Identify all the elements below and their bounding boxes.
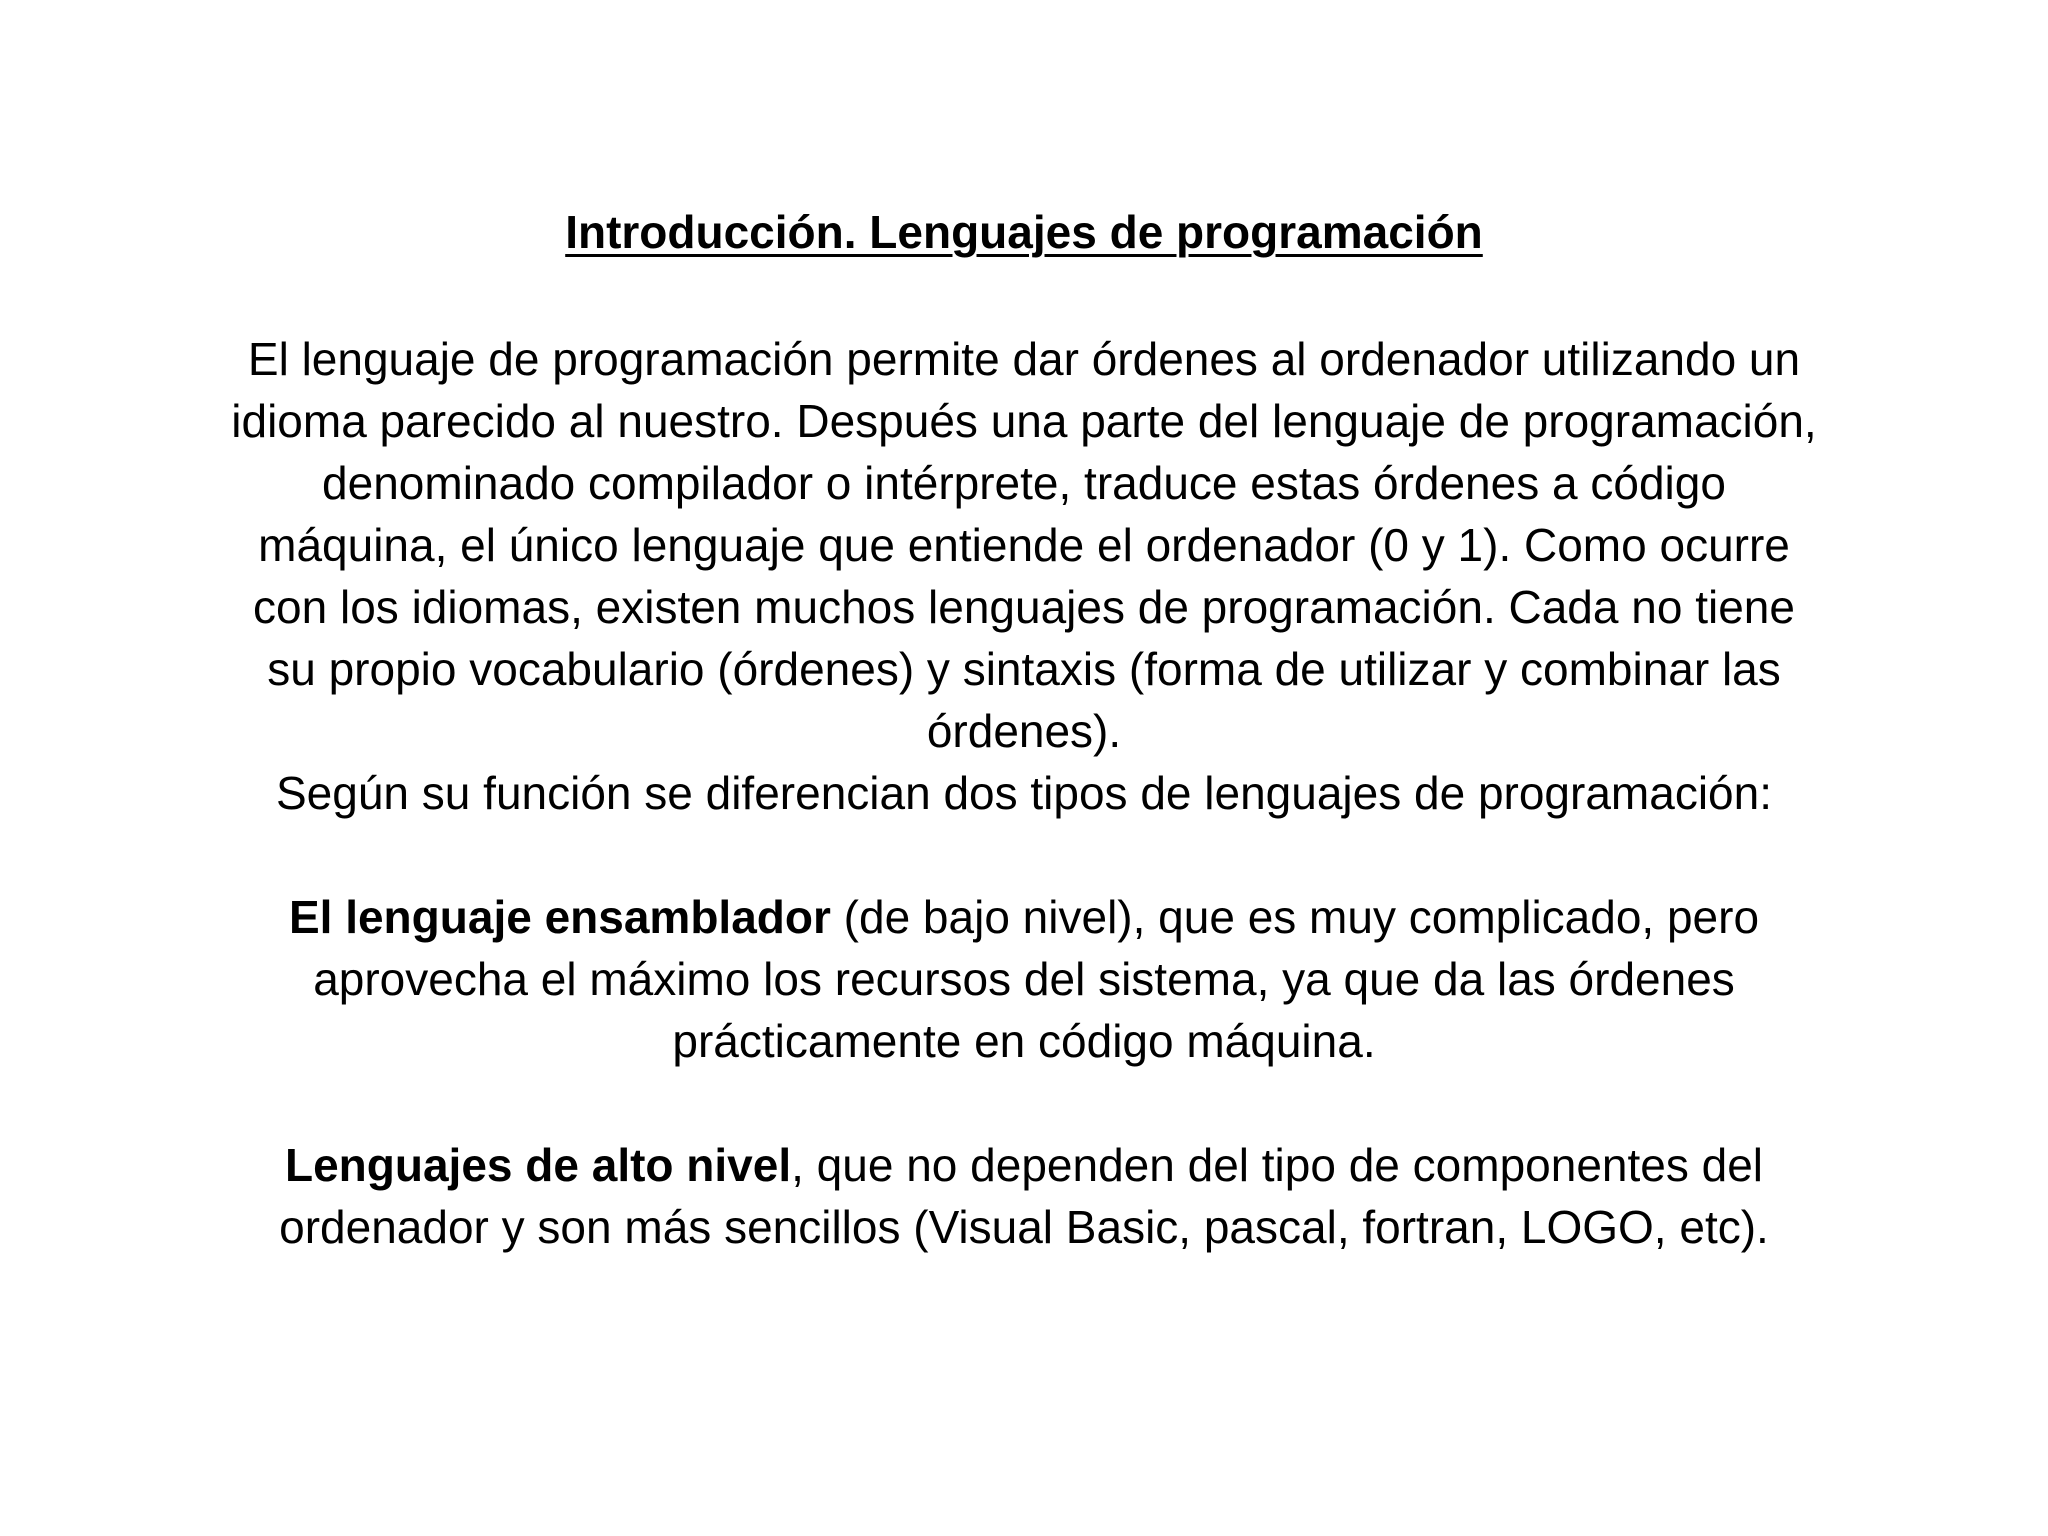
assembler-term: El lenguaje ensamblador — [288, 891, 831, 943]
high-level-line1-text: , que no dependen del tipo de componentes del — [791, 1139, 1764, 1191]
intro-line: con los idiomas, existen muchos lenguajes de programación. Cada no tiene — [253, 581, 1795, 633]
intro-line: su propio vocabulario (órdenes) y sintaxis (forma de utilizar y combinar las — [267, 643, 1781, 695]
assembler-line: prácticamente en código máquina. — [672, 1015, 1376, 1067]
intro-line: órdenes). — [926, 705, 1122, 757]
intro-line: El lenguaje de programación permite dar órdenes al ordenador utilizando un — [247, 333, 1801, 385]
high-level-paragraph — [120, 1134, 1928, 1258]
assembler-paragraph — [120, 886, 1928, 1072]
intro-line: máquina, el único lenguaje que entiende el ordenador (0 y 1). Como ocurre — [258, 519, 1790, 571]
assembler-line — [120, 886, 1928, 948]
page-title: Introducción. Lenguajes de programación — [565, 206, 1483, 258]
assembler-line: aprovecha el máximo los recursos del sistema, ya que da las órdenes — [313, 953, 1735, 1005]
high-level-term: Lenguajes de alto nivel — [284, 1139, 792, 1191]
intro-line: denominado compilador o intérprete, traduce estas órdenes a código — [322, 457, 1726, 509]
intro-paragraph — [120, 328, 1928, 762]
intro-line: idioma parecido al nuestro. Después una parte del lenguaje de programación, — [231, 395, 1817, 447]
high-level-line — [120, 1134, 1928, 1196]
assembler-line1-text: (de bajo nivel), que es muy complicado, pero — [830, 891, 1760, 943]
high-level-line: ordenador y son más sencillos (Visual Basic, pascal, fortran, LOGO, etc). — [279, 1201, 1769, 1253]
sub-intro-paragraph — [120, 762, 1928, 824]
sub-intro-line: Según su función se diferencian dos tipos de lenguajes de programación: — [276, 767, 1772, 819]
